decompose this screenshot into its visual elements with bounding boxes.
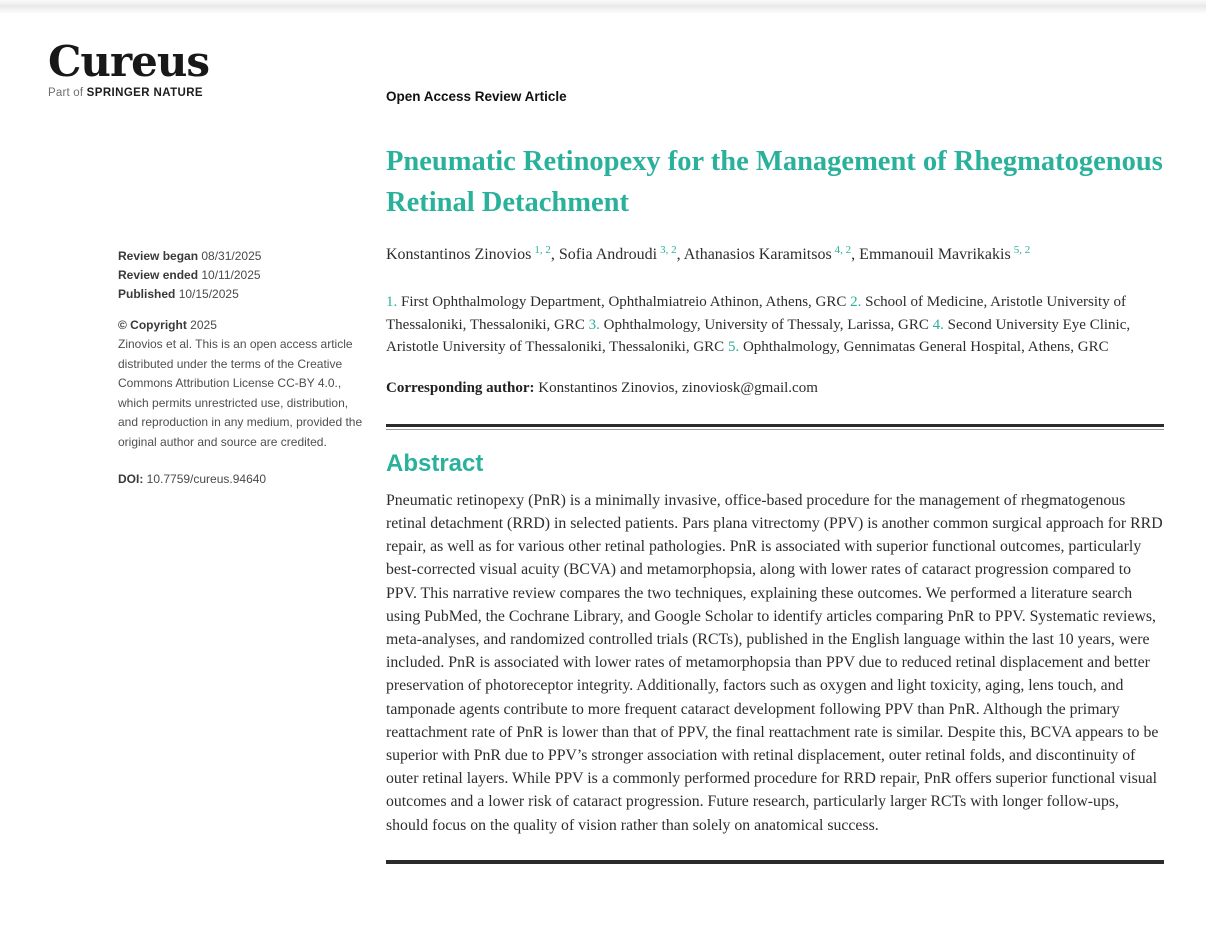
affiliation-text: Ophthalmology, University of Thessaly, Larissa, GRC — [603, 316, 933, 333]
author-list — [386, 244, 1164, 264]
author-affiliation-sup: 3, 2 — [660, 244, 677, 256]
doi-value: 10.7759/cureus.94640 — [146, 472, 267, 486]
review-began-row — [118, 247, 364, 266]
bottom-divider-rule — [386, 860, 1164, 864]
article-title: Pneumatic Retinopexy for the Management of Rhegmatogenous Retinal Detachment — [386, 146, 1163, 218]
section-divider-rule — [386, 424, 1164, 430]
abstract-heading: Abstract — [386, 449, 484, 477]
corresponding-author-value: Konstantinos Zinovios, zinoviosk@gmail.com — [538, 379, 818, 396]
affiliation-text: Ophthalmology, Gennimatas General Hospital, Athens, GRC — [742, 339, 1109, 356]
cureus-logo — [48, 37, 209, 99]
cureus-wordmark: Cureus — [48, 37, 209, 86]
doi-label: DOI: — [118, 472, 147, 486]
review-began-label: Review began — [118, 249, 202, 263]
affiliation — [728, 339, 1109, 355]
abstract-text: Pneumatic retinopexy (PnR) is a minimally invasive, office-based procedure for the management of rhegmatogenous retinal detachment (RRD) in selected patients. Pars plana vitrectomy (PPV) is another common surgical approach for RRD repair, as well as for various other retinal pathologies. PnR is associated with superior functional outcomes, particularly best-corrected visual acuity (BCVA) and metamorphopsia, along with lower rates of cataract progression compared to PPV. This narrative review compares the two techniques, explaining these outcomes. We performed a literature search using PubMed, the Cochrane Library, and Google Scholar to identify articles comparing PnR to PPV. Systematic reviews, meta-analyses, and randomized controlled trials (RCTs), published in the English language within the last 10 years, were included. PnR is associated with lower rates of metamorphopsia than PPV due to reduced retinal displacement and better preservation of photoreceptor integrity. Additionally, factors such as oxygen and light toxicity, aging, lens touch, and tamponade agents contribute to more frequent cataract development following PPV than PnR. Although the primary reattachment rate of PnR is lower than that of PPV, the final reattachment rate is similar. Despite this, BCVA appears to be superior with PnR due to PPV’s stronger association with retinal displacement, outer retinal folds, and discontinuity of outer retinal layers. While PPV is a commonly performed procedure for RRD repair, PnR offers superior functional visual outcomes and a lower risk of cataract progression. Future research, particularly larger RCTs with longer follow-ups, should focus on the quality of vision rather than solely on anatomical success. — [386, 491, 1163, 834]
springer-nature-tagline — [48, 87, 209, 99]
published-date: 10/15/2025 — [178, 287, 239, 301]
affiliation-number: 4. — [932, 316, 944, 333]
author-name: Emmanouil Mavrikakis — [859, 246, 1011, 264]
review-ended-label: Review ended — [118, 268, 202, 282]
author-separator: , — [851, 246, 860, 264]
affiliation — [589, 317, 933, 333]
tagline-brand: SPRINGER NATURE — [86, 87, 203, 99]
author-name: Athanasios Karamitsos — [683, 246, 832, 264]
copyright-label: © Copyright — [118, 318, 191, 332]
author-affiliation-sup: 1, 2 — [534, 244, 551, 256]
tagline-prefix: Part of — [48, 87, 87, 99]
author-affiliation-sup: 4, 2 — [834, 244, 852, 256]
affiliation-number: 5. — [727, 339, 740, 356]
doi-row — [118, 470, 364, 489]
author-separator: , — [676, 246, 684, 264]
affiliation-text: Second University Eye Clinic, Aristotle University of Thessaloniki, Thessaloniki, GRC — [386, 316, 1131, 356]
author-name: Konstantinos Zinovios — [386, 246, 532, 264]
author — [386, 246, 559, 263]
author-affiliation-sup: 5, 2 — [1013, 244, 1031, 256]
article-meta-sidebar — [118, 247, 364, 489]
review-ended-date: 10/11/2025 — [201, 268, 261, 282]
affiliation — [386, 294, 850, 310]
corresponding-author-label: Corresponding author: — [386, 379, 539, 396]
copyright-year: 2025 — [190, 318, 217, 332]
author — [859, 246, 1030, 263]
copyright-block — [118, 316, 364, 452]
author-separator: , — [550, 246, 559, 264]
affiliation-text: First Ophthalmology Department, Ophthalmiatreio Athinon, Athens, GRC — [401, 294, 851, 311]
article-type-label: Open Access Review Article — [386, 89, 567, 104]
affiliation-list — [386, 291, 1164, 359]
article-main-column — [386, 141, 1164, 864]
corresponding-author-line — [386, 380, 1164, 397]
affiliation-number: 3. — [588, 316, 600, 333]
review-began-date: 08/31/2025 — [201, 249, 262, 263]
review-ended-row — [118, 266, 364, 285]
published-label: Published — [118, 287, 179, 301]
published-row — [118, 285, 364, 304]
affiliation-number: 1. — [386, 294, 398, 311]
author — [559, 246, 684, 263]
page-top-shadow — [0, 0, 1206, 14]
license-text: Zinovios et al. This is an open access article distributed under the terms of the Creative Commons Attribution License CC-BY 4.0., which permits unrestricted use, distribution, and reproduction in any medium, provided the original author and source are credited. — [118, 337, 363, 449]
copyright-line — [118, 316, 364, 335]
affiliation-number: 2. — [850, 294, 862, 311]
affiliation-text: School of Medicine, Aristotle University of Thessaloniki, Thessaloniki, GRC — [386, 294, 1126, 333]
author-name: Sofia Androudi — [558, 246, 658, 264]
author — [684, 246, 859, 263]
